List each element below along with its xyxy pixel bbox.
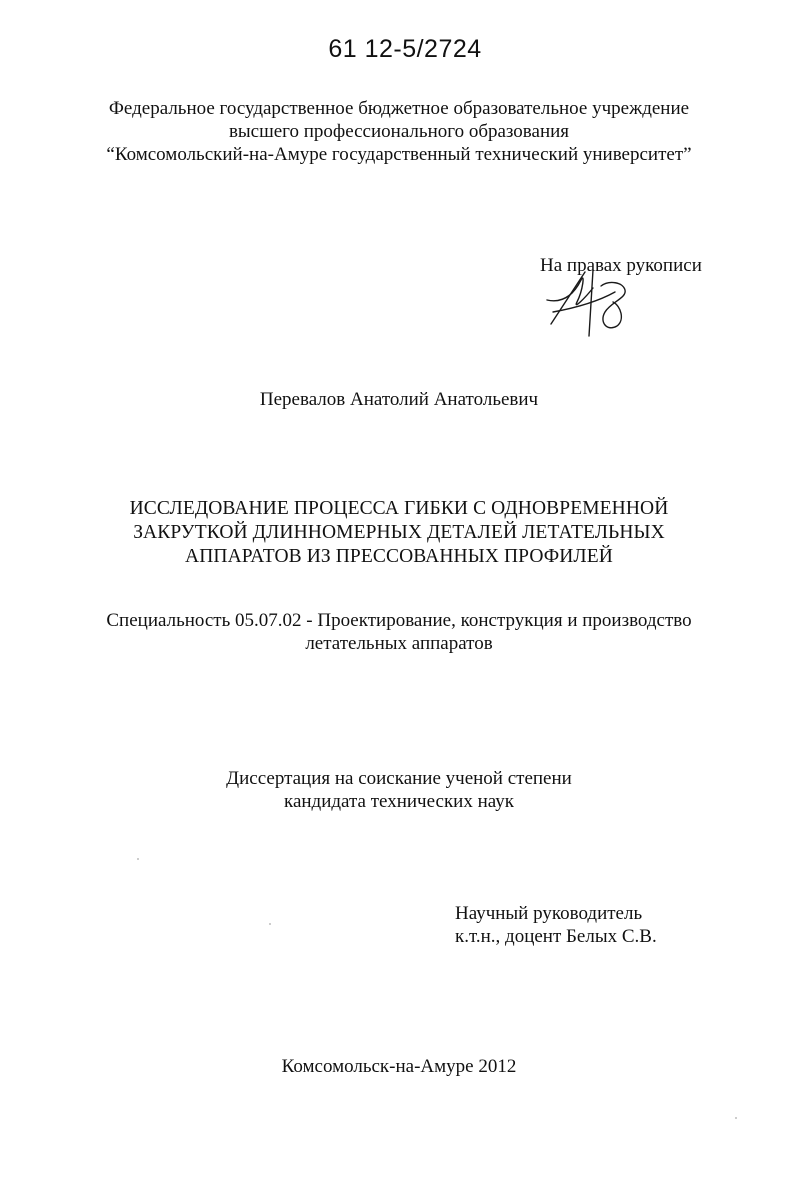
institution-line-1: Федеральное государственное бюджетное образовательное учреждение [108, 98, 690, 119]
title-line-3: АППАРАТОВ ИЗ ПРЕССОВАННЫХ ПРОФИЛЕЙ [185, 546, 613, 567]
institution-line-2: высшего профессионального образования [228, 121, 570, 142]
specialty-line-2: летательных аппаратов [305, 633, 493, 654]
scan-speck [269, 923, 271, 925]
title-line-1: ИССЛЕДОВАНИЕ ПРОЦЕССА ГИБКИ С ОДНОВРЕМЕННОЙ [129, 498, 669, 519]
supervisor-line-2: к.т.н., доцент Белых С.В. [455, 926, 657, 947]
title-line-2: ЗАКРУТКОЙ ДЛИННОМЕРНЫХ ДЕТАЛЕЙ ЛЕТАТЕЛЬНЫХ [133, 522, 665, 543]
institution-line-3: “Комсомольский-на-Амуре государственный технический университет” [106, 144, 692, 165]
degree-line-2: кандидата технических наук [284, 791, 514, 812]
supervisor-line-1: Научный руководитель [455, 903, 643, 924]
dissertation-title [0, 497, 798, 569]
specialty-line-1: Специальность 05.07.02 - Проектирование, конструкция и производство [106, 610, 692, 631]
specialty-block [0, 609, 798, 655]
city-year: Комсомольск-на-Амуре 2012 [281, 1056, 517, 1077]
scan-speck [735, 1117, 737, 1119]
degree-line-1: Диссертация на соискание ученой степени [226, 768, 572, 789]
author-name: Перевалов Анатолий Анатольевич [259, 389, 539, 410]
catalog-number: 61 12-5/2724 [328, 35, 482, 63]
supervisor-block [455, 902, 657, 948]
handwritten-signature [545, 262, 645, 342]
institution-block [0, 97, 798, 166]
degree-block [0, 767, 798, 813]
scan-speck [137, 858, 139, 860]
rights-note: На правах рукописи [540, 255, 702, 276]
